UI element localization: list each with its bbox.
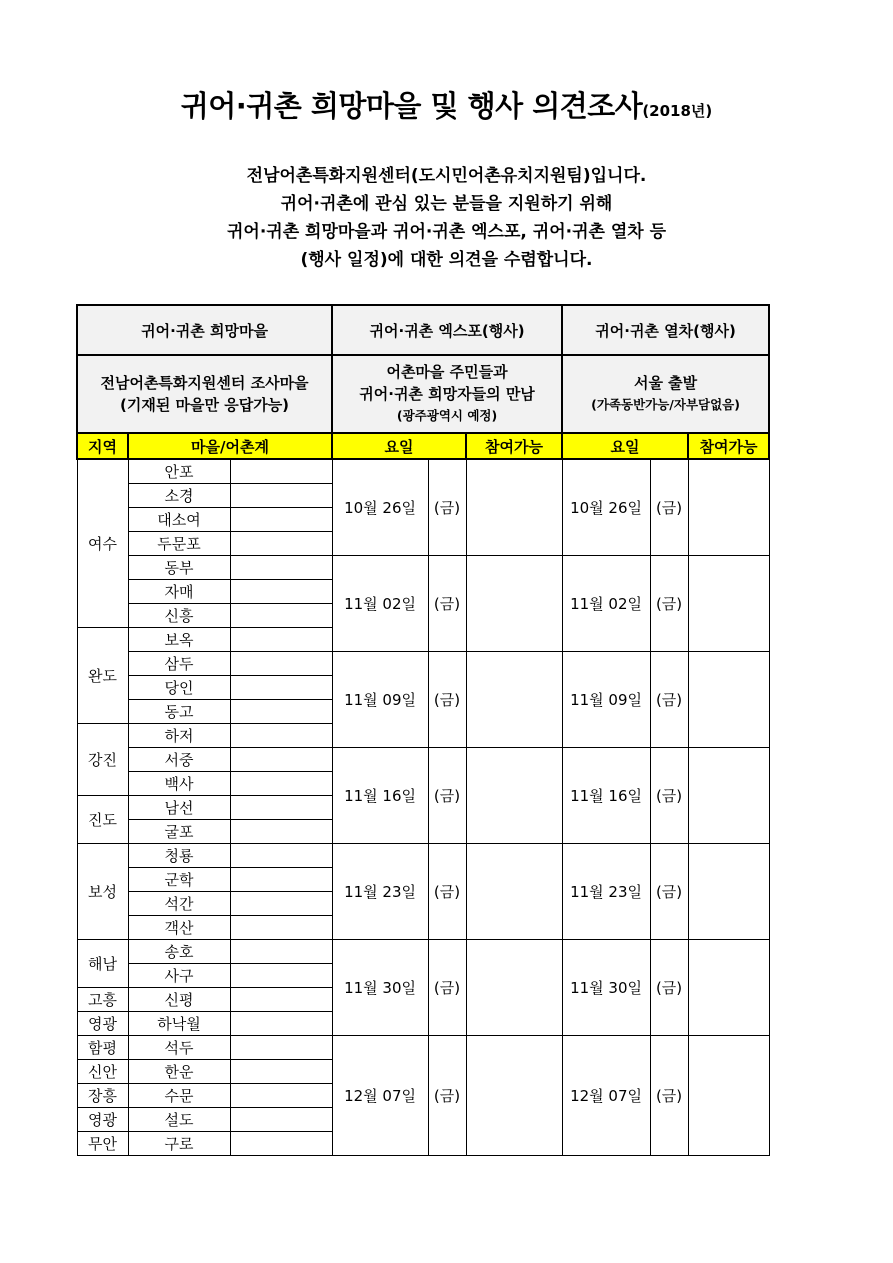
title-text: 귀어·귀촌 희망마을 및 행사 의견조사	[180, 89, 643, 123]
expo-weekday-cell: (금)	[428, 939, 466, 1035]
village-cell: 구로	[128, 1131, 230, 1155]
train-weekday-cell: (금)	[650, 1035, 688, 1155]
village-response-cell[interactable]	[230, 555, 332, 579]
train-date-cell: 11월 02일	[562, 555, 650, 651]
village-response-cell[interactable]	[230, 939, 332, 963]
village-cell: 대소여	[128, 507, 230, 531]
village-cell: 보옥	[128, 627, 230, 651]
expo-header: 귀어·귀촌 엑스포(행사)	[332, 305, 562, 355]
train-response-cell[interactable]	[688, 1035, 769, 1155]
region-column-header: 지역	[77, 433, 128, 459]
train-response-cell[interactable]	[688, 555, 769, 651]
village-response-cell[interactable]	[230, 699, 332, 723]
village-cell: 굴포	[128, 819, 230, 843]
village-desc-line: 전남어촌특화지원센터 조사마을	[100, 374, 309, 392]
village-cell: 석간	[128, 891, 230, 915]
region-cell: 보성	[77, 843, 128, 939]
title-year: (2018년)	[642, 102, 713, 120]
train-desc-line: (가족동반가능/자부담없음)	[591, 397, 740, 412]
village-cell: 석두	[128, 1035, 230, 1059]
village-response-cell[interactable]	[230, 1035, 332, 1059]
intro-text	[0, 162, 893, 274]
village-cell: 삼두	[128, 651, 230, 675]
village-cell: 서중	[128, 747, 230, 771]
page-title	[0, 84, 893, 125]
intro-line: 귀어·귀촌 희망마을과 귀어·귀촌 엑스포, 귀어·귀촌 열차 등	[226, 222, 667, 242]
region-cell: 완도	[77, 627, 128, 723]
expo-date-cell: 10월 26일	[332, 459, 428, 555]
expo-response-cell[interactable]	[466, 843, 562, 939]
village-response-cell[interactable]	[230, 627, 332, 651]
expo-weekday-cell: (금)	[428, 459, 466, 555]
region-cell: 영광	[77, 1011, 128, 1035]
region-cell: 함평	[77, 1035, 128, 1059]
intro-line: 전남어촌특화지원센터(도시민어촌유치지원팀)입니다.	[246, 166, 647, 186]
village-response-cell[interactable]	[230, 1011, 332, 1035]
village-response-cell[interactable]	[230, 723, 332, 747]
survey-table	[76, 304, 770, 1156]
village-response-cell[interactable]	[230, 747, 332, 771]
village-cell: 하낙월	[128, 1011, 230, 1035]
expo-day-column-header: 요일	[332, 433, 466, 459]
train-response-cell[interactable]	[688, 939, 769, 1035]
village-response-cell[interactable]	[230, 651, 332, 675]
expo-date-cell: 11월 02일	[332, 555, 428, 651]
train-date-cell: 10월 26일	[562, 459, 650, 555]
expo-response-cell[interactable]	[466, 459, 562, 555]
region-cell: 장흥	[77, 1083, 128, 1107]
village-cell: 신평	[128, 987, 230, 1011]
village-header: 귀어·귀촌 희망마을	[77, 305, 332, 355]
village-response-cell[interactable]	[230, 915, 332, 939]
village-response-cell[interactable]	[230, 1107, 332, 1131]
train-date-cell: 11월 09일	[562, 651, 650, 747]
village-cell: 동부	[128, 555, 230, 579]
expo-date-cell: 11월 16일	[332, 747, 428, 843]
train-weekday-cell: (금)	[650, 843, 688, 939]
intro-line: (행사 일정)에 대한 의견을 수렴합니다.	[300, 250, 593, 270]
train-date-cell: 11월 23일	[562, 843, 650, 939]
village-response-cell[interactable]	[230, 1131, 332, 1155]
expo-date-cell: 11월 23일	[332, 843, 428, 939]
village-response-cell[interactable]	[230, 675, 332, 699]
train-description	[562, 355, 769, 433]
village-response-cell[interactable]	[230, 771, 332, 795]
village-cell: 객산	[128, 915, 230, 939]
train-desc-line: 서울 출발	[633, 374, 698, 392]
train-date-cell: 12월 07일	[562, 1035, 650, 1155]
village-cell: 군학	[128, 867, 230, 891]
village-response-cell[interactable]	[230, 987, 332, 1011]
train-weekday-cell: (금)	[650, 459, 688, 555]
train-weekday-cell: (금)	[650, 555, 688, 651]
village-cell: 안포	[128, 459, 230, 483]
village-response-cell[interactable]	[230, 891, 332, 915]
village-cell: 설도	[128, 1107, 230, 1131]
train-response-cell[interactable]	[688, 459, 769, 555]
village-cell: 두문포	[128, 531, 230, 555]
village-response-cell[interactable]	[230, 483, 332, 507]
village-cell: 당인	[128, 675, 230, 699]
region-cell: 영광	[77, 1107, 128, 1131]
expo-weekday-cell: (금)	[428, 555, 466, 651]
expo-response-cell[interactable]	[466, 651, 562, 747]
village-response-cell[interactable]	[230, 531, 332, 555]
region-cell: 강진	[77, 723, 128, 795]
train-header: 귀어·귀촌 열차(행사)	[562, 305, 769, 355]
village-response-cell[interactable]	[230, 843, 332, 867]
region-cell: 신안	[77, 1059, 128, 1083]
village-column-header: 마을/어촌계	[128, 433, 332, 459]
village-response-cell[interactable]	[230, 603, 332, 627]
village-cell: 수문	[128, 1083, 230, 1107]
village-description	[77, 355, 332, 433]
expo-weekday-cell: (금)	[428, 1035, 466, 1155]
village-response-cell[interactable]	[230, 819, 332, 843]
region-cell: 고흥	[77, 987, 128, 1011]
expo-description	[332, 355, 562, 433]
expo-desc-line: (광주광역시 예정)	[396, 408, 498, 423]
village-response-cell[interactable]	[230, 1083, 332, 1107]
village-cell: 신흥	[128, 603, 230, 627]
region-cell: 진도	[77, 795, 128, 843]
village-response-cell[interactable]	[230, 507, 332, 531]
expo-response-cell[interactable]	[466, 1035, 562, 1155]
village-cell: 사구	[128, 963, 230, 987]
train-avail-column-header: 참여가능	[688, 433, 769, 459]
train-date-cell: 11월 30일	[562, 939, 650, 1035]
expo-weekday-cell: (금)	[428, 843, 466, 939]
train-day-column-header: 요일	[562, 433, 688, 459]
village-desc-line: (기재된 마을만 응답가능)	[119, 396, 290, 414]
region-cell: 여수	[77, 459, 128, 627]
expo-desc-line: 귀어·귀촌 희망자들의 만남	[359, 385, 535, 403]
village-cell: 한운	[128, 1059, 230, 1083]
expo-date-cell: 12월 07일	[332, 1035, 428, 1155]
expo-avail-column-header: 참여가능	[466, 433, 562, 459]
village-response-cell[interactable]	[230, 795, 332, 819]
intro-line: 귀어·귀촌에 관심 있는 분들을 지원하기 위해	[280, 194, 613, 214]
region-cell: 무안	[77, 1131, 128, 1155]
village-response-cell[interactable]	[230, 963, 332, 987]
expo-weekday-cell: (금)	[428, 651, 466, 747]
train-weekday-cell: (금)	[650, 939, 688, 1035]
expo-desc-line: 어촌마을 주민들과	[386, 363, 508, 381]
expo-weekday-cell: (금)	[428, 747, 466, 843]
village-cell: 소경	[128, 483, 230, 507]
expo-response-cell[interactable]	[466, 555, 562, 651]
train-date-cell: 11월 16일	[562, 747, 650, 843]
expo-date-cell: 11월 09일	[332, 651, 428, 747]
expo-response-cell[interactable]	[466, 939, 562, 1035]
village-cell: 송호	[128, 939, 230, 963]
region-cell: 해남	[77, 939, 128, 987]
village-response-cell[interactable]	[230, 459, 332, 483]
village-cell: 하저	[128, 723, 230, 747]
village-cell: 자매	[128, 579, 230, 603]
village-cell: 동고	[128, 699, 230, 723]
train-response-cell[interactable]	[688, 651, 769, 747]
expo-date-cell: 11월 30일	[332, 939, 428, 1035]
village-response-cell[interactable]	[230, 1059, 332, 1083]
train-weekday-cell: (금)	[650, 747, 688, 843]
village-cell: 백사	[128, 771, 230, 795]
train-response-cell[interactable]	[688, 843, 769, 939]
village-response-cell[interactable]	[230, 579, 332, 603]
village-cell: 남선	[128, 795, 230, 819]
train-weekday-cell: (금)	[650, 651, 688, 747]
train-response-cell[interactable]	[688, 747, 769, 843]
village-cell: 청룡	[128, 843, 230, 867]
village-response-cell[interactable]	[230, 867, 332, 891]
expo-response-cell[interactable]	[466, 747, 562, 843]
